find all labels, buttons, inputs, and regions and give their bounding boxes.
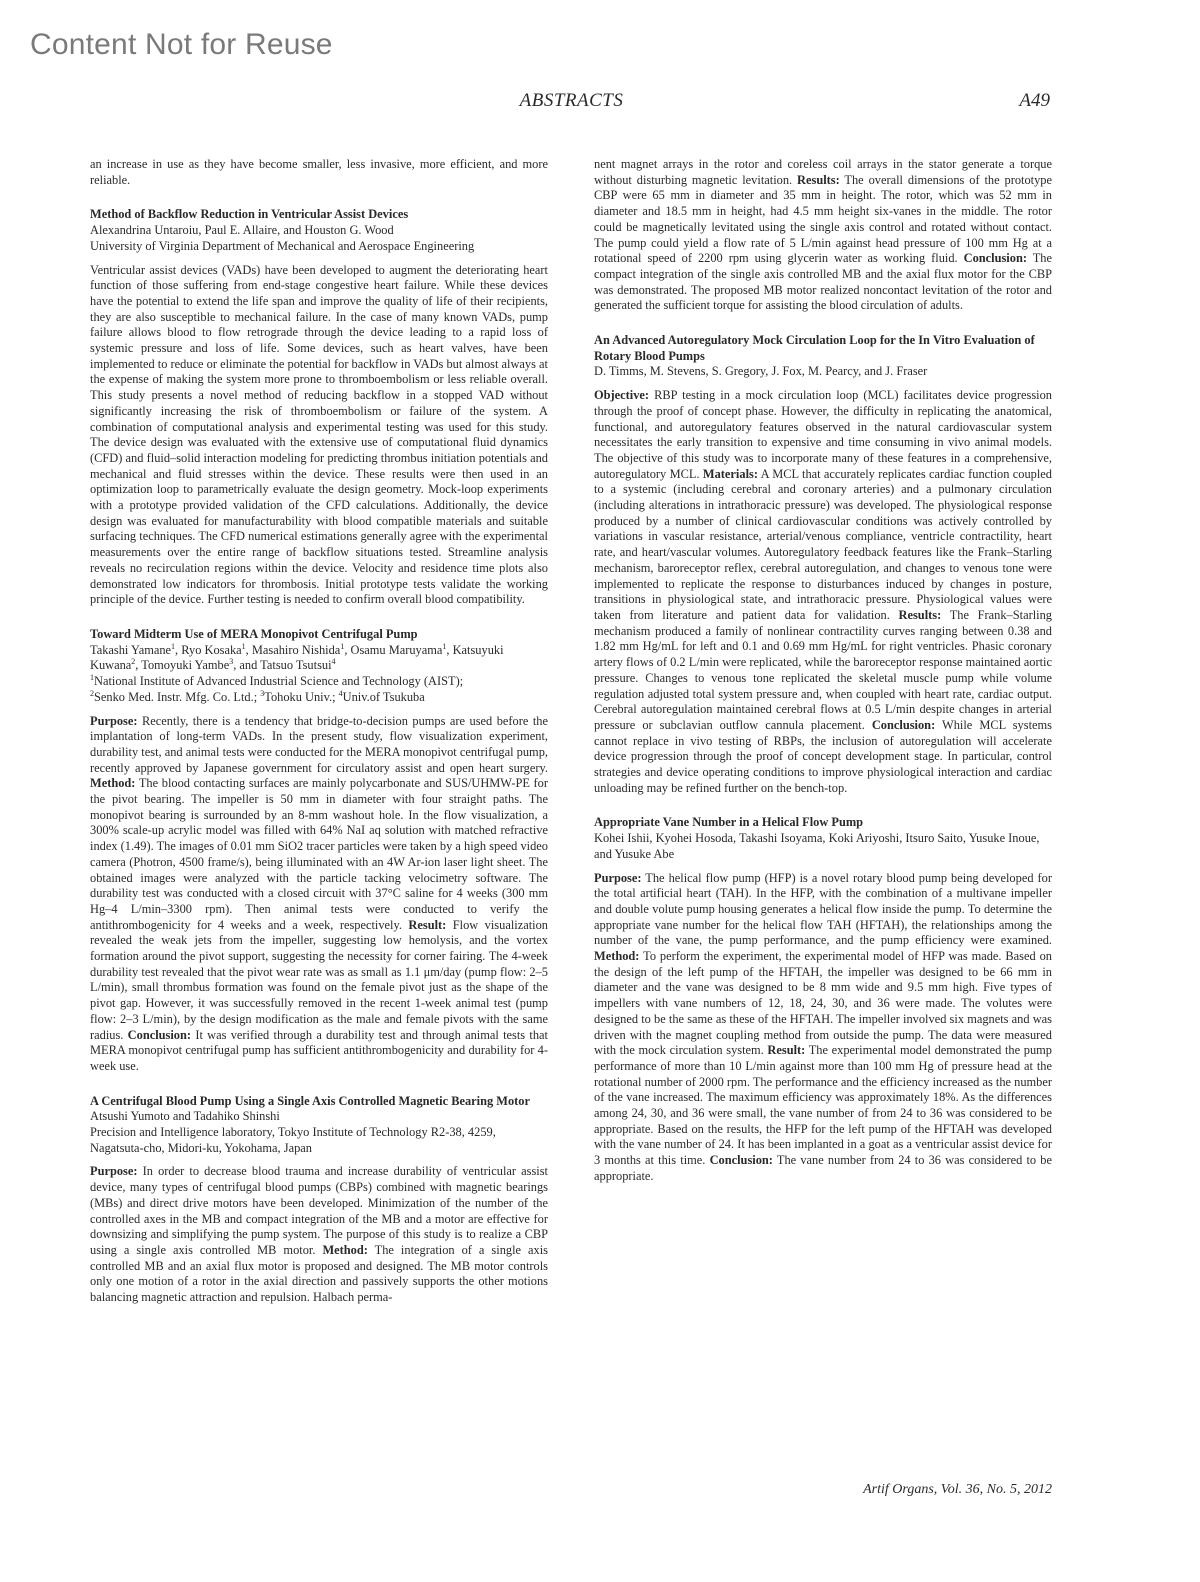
- abstract-authors: Alexandrina Untaroiu, Paul E. Allaire, and Houston G. Wood: [90, 223, 394, 238]
- abstract-continuation: nent magnet arrays in the rotor and coreless coil arrays in the stator generate a torque without disturbing magnetic levitation. Results: The overall dimensions of the prototype CBP were 65 mm in diameter and 35 mm in height. The rotor, which was 52 mm in diameter and 18.5 mm in height, had 4.5 mm height six-vanes in the middle. The rotor could be magnetically levitated using the single axis control and rotated without contact. The pump could yield a flow rate of 5 L/min against head pressure of 100 mm Hg at a rotational speed of 2200 rpm using glycerin water as working fluid. Conclusion: The compact integration of the single axis controlled MB and the axial flux motor for the CBP was demonstrated. The proposed MB motor realized noncontact levitation of the rotor and generated the sufficient torque for assisting the blood circulation of adults.: [594, 157, 1053, 313]
- abstract-title: Method of Backflow Reduction in Ventricular Assist Devices: [90, 207, 409, 222]
- abstract-authors: Takashi Yamane$^1$, Ryo Kosaka$^1$, Masahiro Nishida$^1$, Osamu Maruyama$^1$, Katsuyuki Kuwana$^2$, Tomoyuki Yambe$^3$, and Tatsuo Tsutsui$^4$: [90, 641, 504, 673]
- page-title: ABSTRACTS: [519, 90, 624, 111]
- abstract-mera: [90, 627, 548, 1075]
- abstract-helical-flow-pump: [594, 815, 1052, 1184]
- abstract-affiliation: Precision and Intelligence laboratory, Tokyo Institute of Technology R2-38, 4259, Nagatsuta-cho, Midori-ku, Yokohama, Japan: [90, 1125, 496, 1155]
- abstract-title: Toward Midterm Use of MERA Monopivot Centrifugal Pump: [90, 626, 418, 641]
- right-column: [594, 157, 1052, 1185]
- abstract-affiliation: University of Virginia Department of Mechanical and Aerospace Engineering: [90, 238, 475, 253]
- abstract-centrifugal-pump: [90, 1094, 548, 1306]
- abstract-body: Ventricular assist devices (VADs) have been developed to augment the deteriorating heart function of those suffering from end-stage congestive heart failure. While these devices have the potential to extend the life span and improve the quality of life of their recipients, they are also susceptible to mechanical failure. In the case of many known VADs, pump failure allows blood to flow retrograde through the device leading to a rapid loss of systemic pressure and loss of life. Some devices, such as heart valves, have been implemented to reduce or eliminate the potential for backflow in VADs but almost always at the expense of making the system more prone to thromboembolism or less reliable overall. This study presents a novel method of reducing backflow in a stopped VAD without significantly increasing the risk of thromboembolism or failure of the system. A combination of computational analysis and experimental testing was used for this study. The device design was evaluated with the extensive use of computational fluid dynamics (CFD) and fluid–solid interaction modeling for predicting thrombus initiation potentials and mechanical and fluid stresses within the device. These results were then used in an optimization loop to parametrically evaluate the design geometry. Mock-loop experiments with a prototype provided validation of the CFD calculations. Additionally, the device design was evaluated for manufacturability with blood compatible materials and suitable surfacing techniques. The CFD numerical estimations generally agree with the experimental measurements over the entire range of backflow situations tested. Streamline analysis reveals no recirculation regions within the device. Velocity and residence time plots also demonstrated low indicators for thrombosis. Initial prototype tests validate the working principle of the device. Further testing is needed to confirm overall blood compatibility.: [90, 262, 548, 607]
- abstract-title: A Centrifugal Blood Pump Using a Single Axis Controlled Magnetic Bearing Motor: [90, 1093, 530, 1108]
- abstract-authors: Atsushi Yumoto and Tadahiko Shinshi: [90, 1109, 280, 1124]
- abstract-title: Appropriate Vane Number in a Helical Flow Pump: [594, 815, 864, 830]
- abstract-body: Purpose: In order to decrease blood trauma and increase durability of ventricular assist device, many types of centrifugal blood pumps (CBPs) combined with magnetic bearings (MBs) and direct drive motors have been developed. Minimization of the number of the controlled axes in the MB and compact integration of the MB and a motor are effective for downsizing and simplifying the pump system. The purpose of this study is to realize a CBP using a single axis controlled MB motor. Method: The integration of a single axis controlled MB and an axial flux motor is proposed and designed. The MB motor controls only one motion of a rotor in the axial direction and passively supports the other motions balancing magnetic attraction and repulsion. Halbach perma-: [90, 1164, 548, 1305]
- abstract-affiliation: $^1$National Institute of Advanced Industrial Science and Technology (AIST); $^2$Senko Med. Instr. Mfg. Co. Ltd.; $^3$Tohoku Univ.; $^4$Univ.of Tsukuba: [90, 672, 464, 704]
- abstract-authors: D. Timms, M. Stevens, S. Gregory, J. Fox, M. Pearcy, and J. Fraser: [594, 364, 928, 379]
- abstract-authors: Kohei Ishii, Kyohei Hosoda, Takashi Isoyama, Koki Ariyoshi, Itsuro Saito, Yusuke Inoue, and Yusuke Abe: [594, 831, 1040, 861]
- watermark: Content Not for Reuse: [30, 28, 333, 61]
- left-column: [90, 157, 548, 1306]
- page-number: A49: [1019, 90, 1050, 111]
- abstract-body: Purpose: Recently, there is a tendency that bridge-to-decision pumps are used before the implantation of long-term VADs. In the present study, flow visualization experiment, durability test, and animal tests were conducted for the MERA monopivot centrifugal pump, recently approved by Japanese government for circulatory assist and open heart surgery. Method: The blood contacting surfaces are mainly polycarbonate and SUS/UHMW-PE for the pivot bearing. The impeller is 50 mm in diameter with four straight paths. The monopivot bearing is surrounded by an 8-mm washout hole. In the flow visualization, a 300% scale-up acrylic model was filled with 64% NaI aq solution with matched refractive index (1.49). The images of 0.01 mm SiO2 tracer particles were taken by a high speed video camera (Photron, 4500 frame/s), being illuminated with an 4W Ar-ion laser light sheet. The obtained images were analyzed with the particle tacking velocimetry software. The durability test was conducted with a closed circuit with 37°C saline for 4 weeks (300 mm Hg–4 L/min–3300 rpm). Then animal tests were conducted to verify the antithrombogenicity for 4 weeks and a week, respectively. Result: Flow visualization revealed the weak jets from the impeller, suggesting low hemolysis, and the vortex formation around the pivot support, suggesting the necessity for corner fairing. The 4-week durability test revealed that the pivot wear rate was as small as 1.1 μm/day (pump flow: 2–5 L/min), small thrombus formation was found on the female pivot just as the shape of the pivot gap. However, it was successfully removed in the recent 1-week animal test (pump flow: 2–3 L/min), by the design modification as the male and female pivots with the same radius. Conclusion: It was verified through a durability test and through animal tests that MERA monopivot centrifugal pump has sufficient antithrombogenicity and durability for 4-week use.: [90, 713, 548, 1073]
- abstract-body: Objective: RBP testing in a mock circulation loop (MCL) facilitates device progression through the proof of concept phase. However, the difficulty in replicating the anatomical, functional, and autoregulatory features observed in the natural cardiovascular system necessitates the early transition to expensive and time consuming in vivo animal models. The objective of this study was to incorporate many of these features in a comprehensive, autoregulatory MCL. Materials: A MCL that accurately replicates cardiac function coupled to a systemic (including cerebral and coronary arteries) and a pulmonary circulation (including alterations in intrathoracic pressure) was developed. The physiological response produced by a number of clinical cardiovascular conditions was actively controlled by variations in vascular resistance, arterial/venous compliance, ventricle contractility, heart rate, and heart/vascular volumes. Autoregulatory feedback features like the Frank–Starling mechanism, baroreceptor reflex, cerebral autoregulation, and changes to venous tone were implemented to replicate the response to disturbances induced by changes in posture, transitions in physiological state, and intrathoracic pressure. Physiological values were taken from literature and patient data for validation. Results: The Frank–Starling mechanism produced a family of nonlinear contractility curves ranging between 0.38 and 1.82 mm Hg/mL for left and 0.1 and 0.69 mm Hg/mL for right ventricles. Phasic coronary artery flows of 0.2 L/min were replicated, while the baroreceptor response maintained aortic pressure. Changes to venous tone replicated the skeletal muscle pump while volume regulation adjusted total system pressure and, when coupled with heart rate, cardiac output. Cerebral autoregulation maintained cerebral flows at 0.5 L/min despite changes in arterial pressure or subclavian outflow cannula placement. Conclusion: While MCL systems cannot replace in vivo testing of RBPs, the inclusion of autoregulation will accelerate device progression through the proof of concept development stage. In particular, control strategies and device operating conditions to improve physiological interaction and cardiac unloading may be refined further on the bench-top.: [594, 388, 1052, 795]
- intro-continuation: an increase in use as they have become smaller, less invasive, more efficient, and more reliable.: [90, 157, 548, 187]
- abstract-title: An Advanced Autoregulatory Mock Circulation Loop for the In Vitro Evaluation of Rotary Blood Pumps: [594, 333, 1035, 363]
- journal-citation: Artif Organs, Vol. 36, No. 5, 2012: [863, 1482, 1052, 1497]
- abstract-body: Purpose: The helical flow pump (HFP) is a novel rotary blood pump being developed for the total artificial heart (TAH). In the HFP, with the combination of a multivane impeller and double volute pump housing generates a helical flow inside the pump. To determine the appropriate vane number for the helical flow TAH (HFTAH), the relationships among the number of the vane, the pump performance, and the pump efficiency were examined. Method: To perform the experiment, the experimental model of HFP was made. Based on the design of the left pump of the HFTAH, the impeller was designed to be 66 mm in diameter and the vane was designed to be 8 mm wide and 9.5 mm high. Five types of impellers with vane numbers of 12, 18, 24, 30, and 36 were made. The volutes were designed to be the same as these of the HFTAH. The impeller involved six magnets and was driven with the magnet coupling method from outside the pump. The data were measured with the mock circulation system. Result: The experimental model demonstrated the pump performance of more than 10 L/min against more than 100 mm Hg of pressure head at the rotational number of 2000 rpm. The performance and the efficiency increased as the number of the vane increased. The maximum efficiency was approximately 18%. As the differences among 24, 30, and 36 were small, the vane number of from 24 to 36 was considered to be appropriate. Based on the results, the HFP for the left pump of the HFTAH was developed with the vane number of 24. It has been implanted in a goat as a ventricular assist device for 3 months at this time. Conclusion: The vane number from 24 to 36 was considered to be appropriate.: [594, 870, 1052, 1183]
- abstract-backflow: [90, 207, 548, 608]
- abstract-mock-circulation: [594, 333, 1052, 796]
